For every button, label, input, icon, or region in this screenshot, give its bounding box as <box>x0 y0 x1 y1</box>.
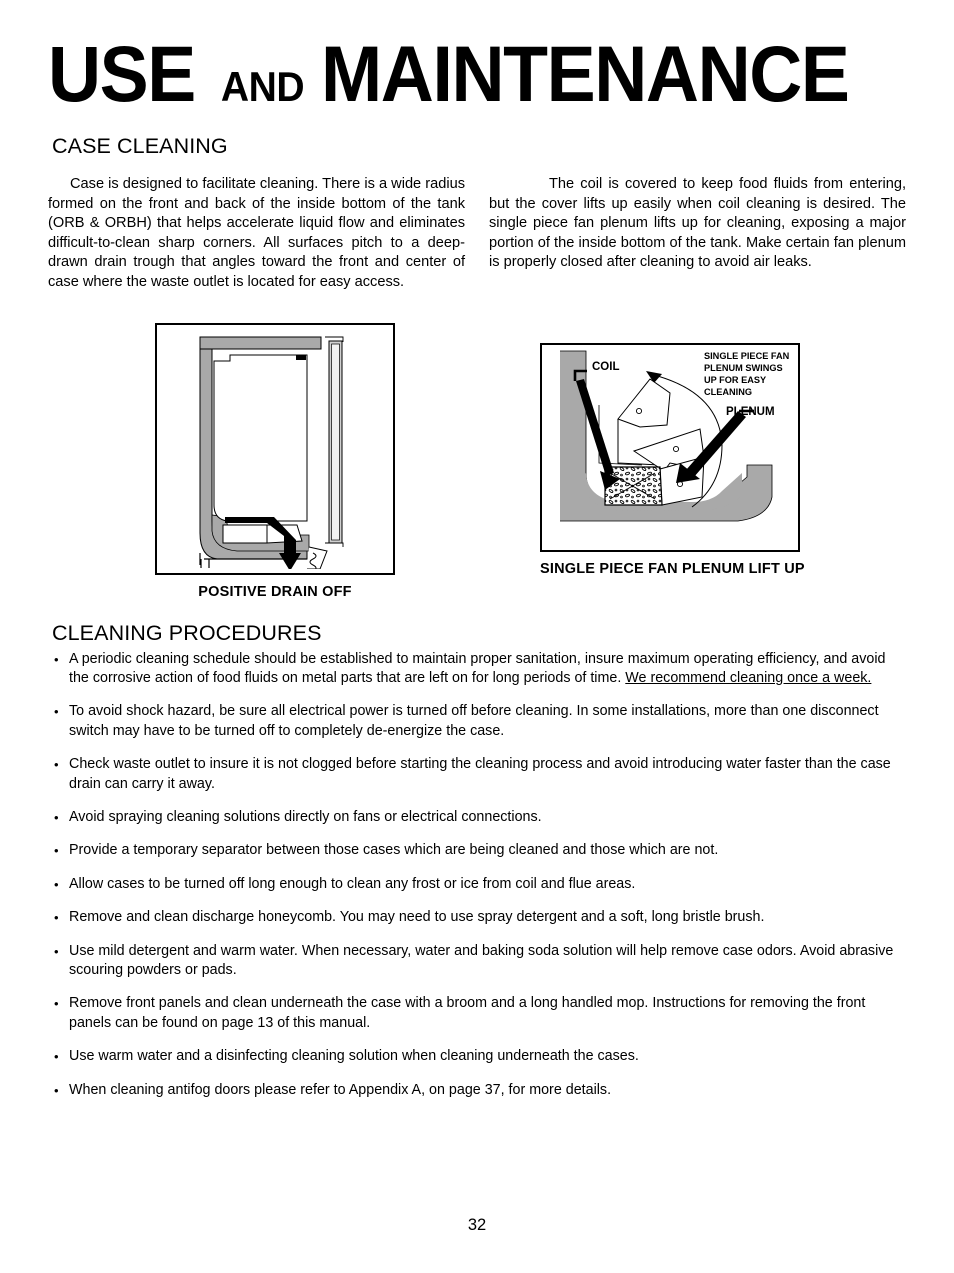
procedure-bullet-text <box>69 942 906 981</box>
fan-plenum-diagram <box>542 345 794 546</box>
figure-fan-plenum <box>540 343 805 577</box>
bullet-marker-icon: • <box>54 1082 59 1098</box>
figure-plenum-caption: SINGLE PIECE FAN PLENUM LIFT UP <box>540 560 805 577</box>
procedure-bullet-text <box>69 650 906 689</box>
procedure-text-plain: Remove front panels and clean underneath the case with a broom and a long handled mop. Instructions for removing the front panels can be found on page 13 of this manual. <box>69 995 866 1031</box>
plenum-note-line-1: SINGLE PIECE FAN <box>704 350 790 361</box>
case-cleaning-heading: CASE CLEANING <box>52 134 228 158</box>
bullet-marker-icon: • <box>54 704 59 720</box>
procedure-text-plain: When cleaning antifog doors please refer to Appendix A, on page 37, for more details. <box>69 1081 612 1098</box>
procedure-bullet <box>54 875 906 894</box>
procedure-bullet-text <box>69 908 906 927</box>
procedure-text-underlined: We recommend cleaning once a week. <box>625 669 872 686</box>
figure-drain-frame <box>155 323 395 575</box>
procedure-bullet <box>54 1047 906 1066</box>
procedure-bullet <box>54 994 906 1033</box>
procedure-bullet-text <box>69 841 906 860</box>
procedure-bullet <box>54 650 906 689</box>
procedure-bullet-text <box>69 755 906 794</box>
figure-drain-caption: POSITIVE DRAIN OFF <box>198 583 352 600</box>
bullet-marker-icon: • <box>54 843 59 859</box>
procedure-text-plain: Allow cases to be turned off long enough to clean any frost or ice from coil and flue areas. <box>69 875 636 892</box>
document-page <box>0 29 954 1273</box>
intro-column-right <box>489 175 906 293</box>
procedure-bullet <box>54 702 906 741</box>
figure-row <box>48 321 906 621</box>
bullet-marker-icon: • <box>54 943 59 959</box>
procedure-text-plain: Check waste outlet to insure it is not clogged before starting the cleaning process and avoid introducing water faster than the case drain can carry it away. <box>69 756 891 792</box>
procedure-bullet-text <box>69 1081 906 1100</box>
procedure-text-plain: Remove and clean discharge honeycomb. You may need to use spray detergent and a soft, long bristle brush. <box>69 909 765 926</box>
procedure-bullet-text <box>69 875 906 894</box>
intro-column-left <box>48 175 465 293</box>
page-number: 32 <box>467 1216 487 1234</box>
bullet-marker-icon: • <box>54 910 59 926</box>
procedure-text-plain: Use mild detergent and warm water. When necessary, water and baking soda solution will help remove case odors. Avoid abrasive scouring powders or pads. <box>69 942 894 979</box>
bullet-marker-icon: • <box>54 1049 59 1065</box>
procedure-text-plain: Provide a temporary separator between those cases which are being cleaned and those which are not. <box>69 842 719 859</box>
bullet-marker-icon: • <box>54 757 59 773</box>
intro-columns <box>48 175 906 293</box>
intro-paragraph-right: The coil is covered to keep food fluids from entering, but the cover lifts up easily when coil cleaning is desired. The single piece fan plenum lifts up for cleaning, exposing a major portion of the inside bottom of the tank. Make certain fan plenum is properly closed after cleaning to avoid air leaks. <box>489 176 906 271</box>
procedure-bullet <box>54 808 906 827</box>
intro-paragraph-left: Case is designed to facilitate cleaning. There is a wide radius formed on the front and back of the inside bottom of the tank (ORB & ORBH) that helps accelerate liquid flow and eliminates difficult-to-clean sharp corners. All surfaces pitch to a deep-drawn drain trough that angles toward the front and center of case where the waste outlet is located for easy access. <box>48 176 465 290</box>
procedure-bullet <box>54 755 906 794</box>
masthead-word-maintenance: MAINTENANCE <box>321 29 849 118</box>
procedure-bullet-text <box>69 1047 906 1066</box>
cleaning-procedures-list <box>54 650 906 1101</box>
procedure-text-plain: A periodic cleaning schedule should be established to maintain proper sanitation, insure maximum operating efficiency, and avoid the corrosive action of food fluids on metal parts that are left on for long periods of time. <box>69 650 886 686</box>
procedure-text-plain: Avoid spraying cleaning solutions directly on fans or electrical connections. <box>69 809 542 825</box>
plenum-label: PLENUM <box>726 405 775 418</box>
plenum-note-line-3: UP FOR EASY <box>704 374 767 385</box>
cleaning-procedures-heading: CLEANING PROCEDURES <box>52 620 322 645</box>
coil-label: COIL <box>592 360 620 373</box>
procedure-bullet <box>54 942 906 981</box>
procedure-bullet <box>54 841 906 860</box>
figure-positive-drain-off <box>155 323 395 600</box>
bullet-marker-icon: • <box>54 810 59 825</box>
case-cross-section-diagram <box>157 325 389 569</box>
plenum-note-line-2: PLENUM SWINGS <box>704 362 783 373</box>
procedure-text-plain: Use warm water and a disinfecting cleaning solution when cleaning underneath the cases. <box>69 1048 639 1065</box>
procedure-bullet-text <box>69 702 906 741</box>
bullet-marker-icon: • <box>54 876 59 892</box>
procedure-bullet-text <box>69 994 906 1033</box>
procedure-bullet <box>54 908 906 927</box>
masthead-word-and: AND <box>220 63 305 110</box>
procedure-bullet-text <box>69 808 906 827</box>
procedure-bullet <box>54 1081 906 1100</box>
plenum-note-line-4: CLEANING <box>704 386 752 397</box>
bullet-marker-icon: • <box>54 651 59 667</box>
page-masthead <box>48 29 906 118</box>
masthead-word-use: USE <box>48 29 195 118</box>
case-top-component-icon <box>296 355 306 360</box>
plenum-panel-upper <box>618 379 670 427</box>
procedure-text-plain: To avoid shock hazard, be sure all electrical power is turned off before cleaning. In some installations, more than one disconnect switch may have to be turned off to completely de-energize the case. <box>69 703 879 739</box>
figure-plenum-frame <box>540 343 800 552</box>
plenum-note-text <box>704 351 790 397</box>
bullet-marker-icon: • <box>54 996 59 1012</box>
